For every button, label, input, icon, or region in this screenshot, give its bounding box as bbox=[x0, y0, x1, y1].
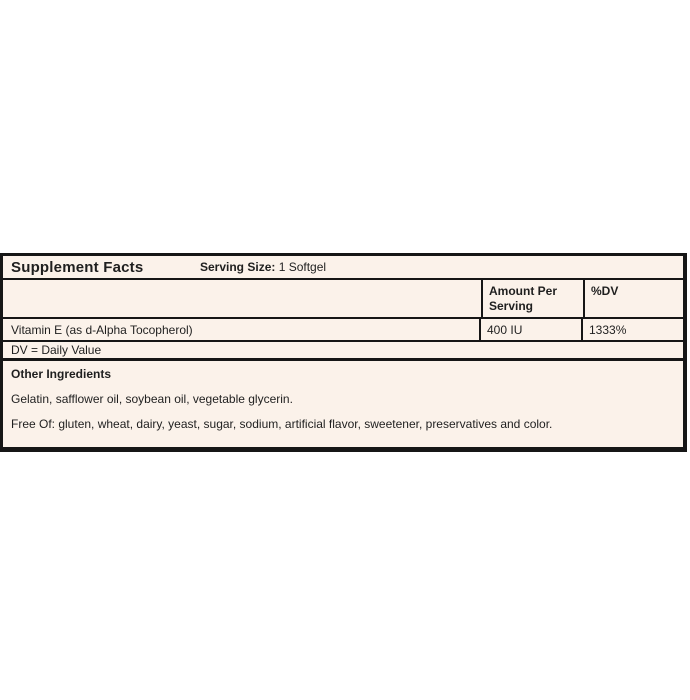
other-ingredients-list: Gelatin, safflower oil, soybean oil, vegetable glycerin. bbox=[11, 392, 293, 406]
column-header-row bbox=[3, 280, 683, 319]
facts-title: Supplement Facts bbox=[11, 258, 144, 276]
nutrient-amount: 400 IU bbox=[481, 319, 583, 340]
serving-size bbox=[200, 260, 326, 274]
free-of-statement: Free Of: gluten, wheat, dairy, yeast, sugar, sodium, artificial flavor, sweetener, preservatives and color. bbox=[11, 417, 553, 431]
supplement-facts-panel bbox=[0, 253, 687, 452]
nutrient-dv: 1333% bbox=[589, 322, 627, 337]
nutrient-name: Vitamin E (as d-Alpha Tocopherol) bbox=[3, 319, 481, 340]
title-row bbox=[3, 256, 683, 280]
column-header-spacer bbox=[3, 280, 483, 317]
dv-footnote: DV = Daily Value bbox=[3, 342, 683, 361]
amount-per-serving-header: Amount Per Serving bbox=[483, 280, 585, 317]
other-ingredients-heading: Other Ingredients bbox=[11, 367, 112, 381]
serving-size-value: 1 Softgel bbox=[278, 260, 327, 274]
nutrient-row bbox=[3, 319, 683, 342]
other-ingredients-section bbox=[3, 361, 683, 447]
serving-size-label: Serving Size: bbox=[200, 260, 276, 274]
percent-dv-header: %DV bbox=[591, 284, 619, 298]
